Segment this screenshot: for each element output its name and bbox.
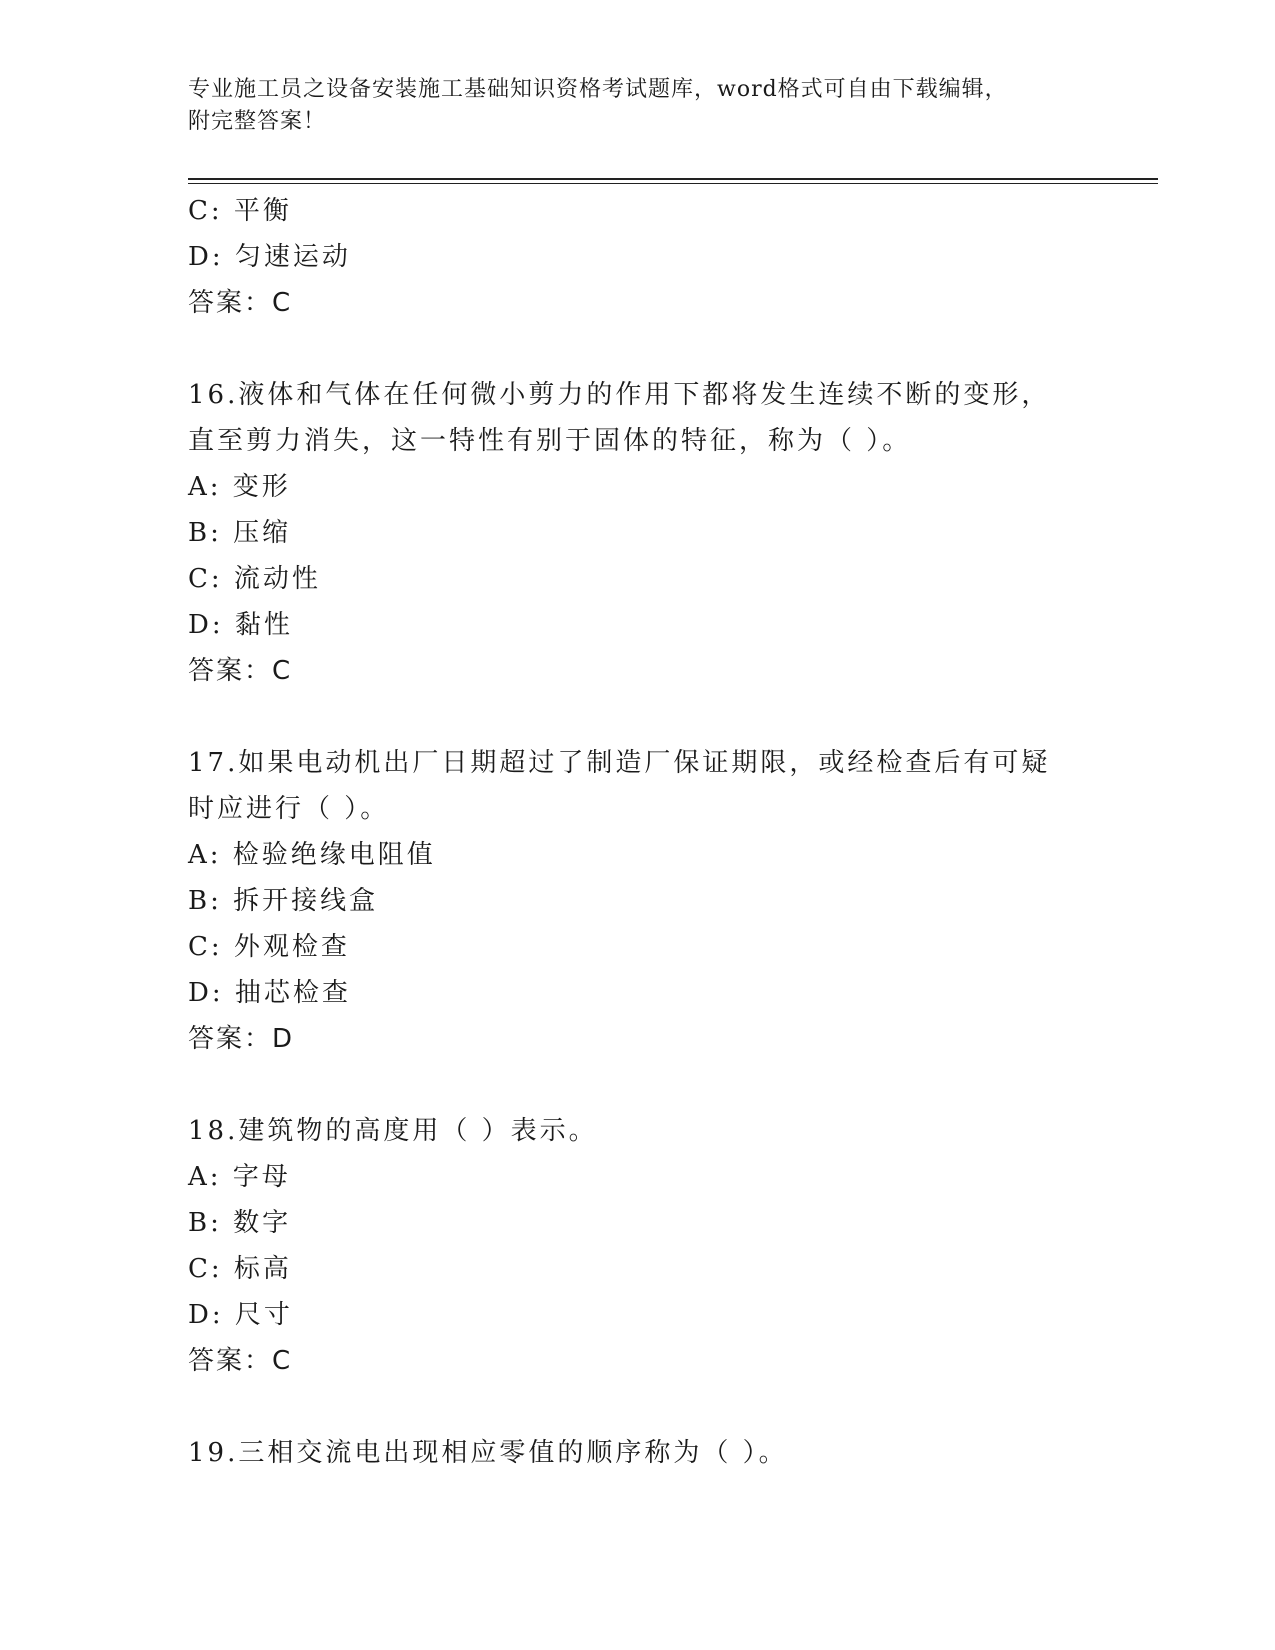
option-c: C: 流动性 (188, 564, 321, 594)
question-16 (188, 372, 1088, 694)
question-list (188, 188, 1088, 1476)
header-divider (188, 178, 1158, 184)
option-d: D: 黏性 (188, 610, 293, 640)
question-17 (188, 740, 1088, 1062)
option-c: C: 标高 (188, 1254, 292, 1284)
option-a: A: 变形 (188, 472, 291, 502)
option-d: D: 匀速运动 (188, 242, 351, 272)
answer-line: 答案：D (188, 1024, 295, 1054)
question-stem: 18.建筑物的高度用（ ）表示。 (188, 1116, 598, 1146)
option-a: A: 检验绝缘电阻值 (188, 840, 436, 870)
question-15-continued (188, 188, 1088, 326)
header-line-1: 专业施工员之设备安装施工基础知识资格考试题库，word格式可自由下载编辑， (188, 77, 1008, 102)
spacer (188, 326, 1088, 372)
option-c: C: 平衡 (188, 196, 292, 226)
question-18 (188, 1108, 1088, 1384)
option-b: B: 拆开接线盒 (188, 886, 379, 916)
option-d: D: 抽芯检查 (188, 978, 351, 1008)
question-stem: 17.如果电动机出厂日期超过了制造厂保证期限，或经检查后有可疑时应进行（ ）。 (188, 748, 1051, 824)
option-d: D: 尺寸 (188, 1300, 293, 1330)
answer-line: 答案：C (188, 288, 293, 318)
question-19 (188, 1430, 1088, 1476)
header-line-2: 附完整答案！ (188, 109, 327, 134)
option-c: C: 外观检查 (188, 932, 350, 962)
spacer (188, 694, 1088, 740)
answer-line: 答案：C (188, 1346, 293, 1376)
option-b: B: 数字 (188, 1208, 292, 1238)
spacer (188, 1384, 1088, 1430)
answer-line: 答案：C (188, 656, 293, 686)
spacer (188, 1062, 1088, 1108)
option-b: B: 压缩 (188, 518, 292, 548)
option-a: A: 字母 (188, 1162, 291, 1192)
question-stem: 16.液体和气体在任何微小剪力的作用下都将发生连续不断的变形，直至剪力消失，这一特性有别于固体的特征，称为（ ）。 (188, 380, 1051, 456)
question-stem: 19.三相交流电出现相应零值的顺序称为（ ）。 (188, 1438, 788, 1468)
document-header (188, 74, 1088, 138)
